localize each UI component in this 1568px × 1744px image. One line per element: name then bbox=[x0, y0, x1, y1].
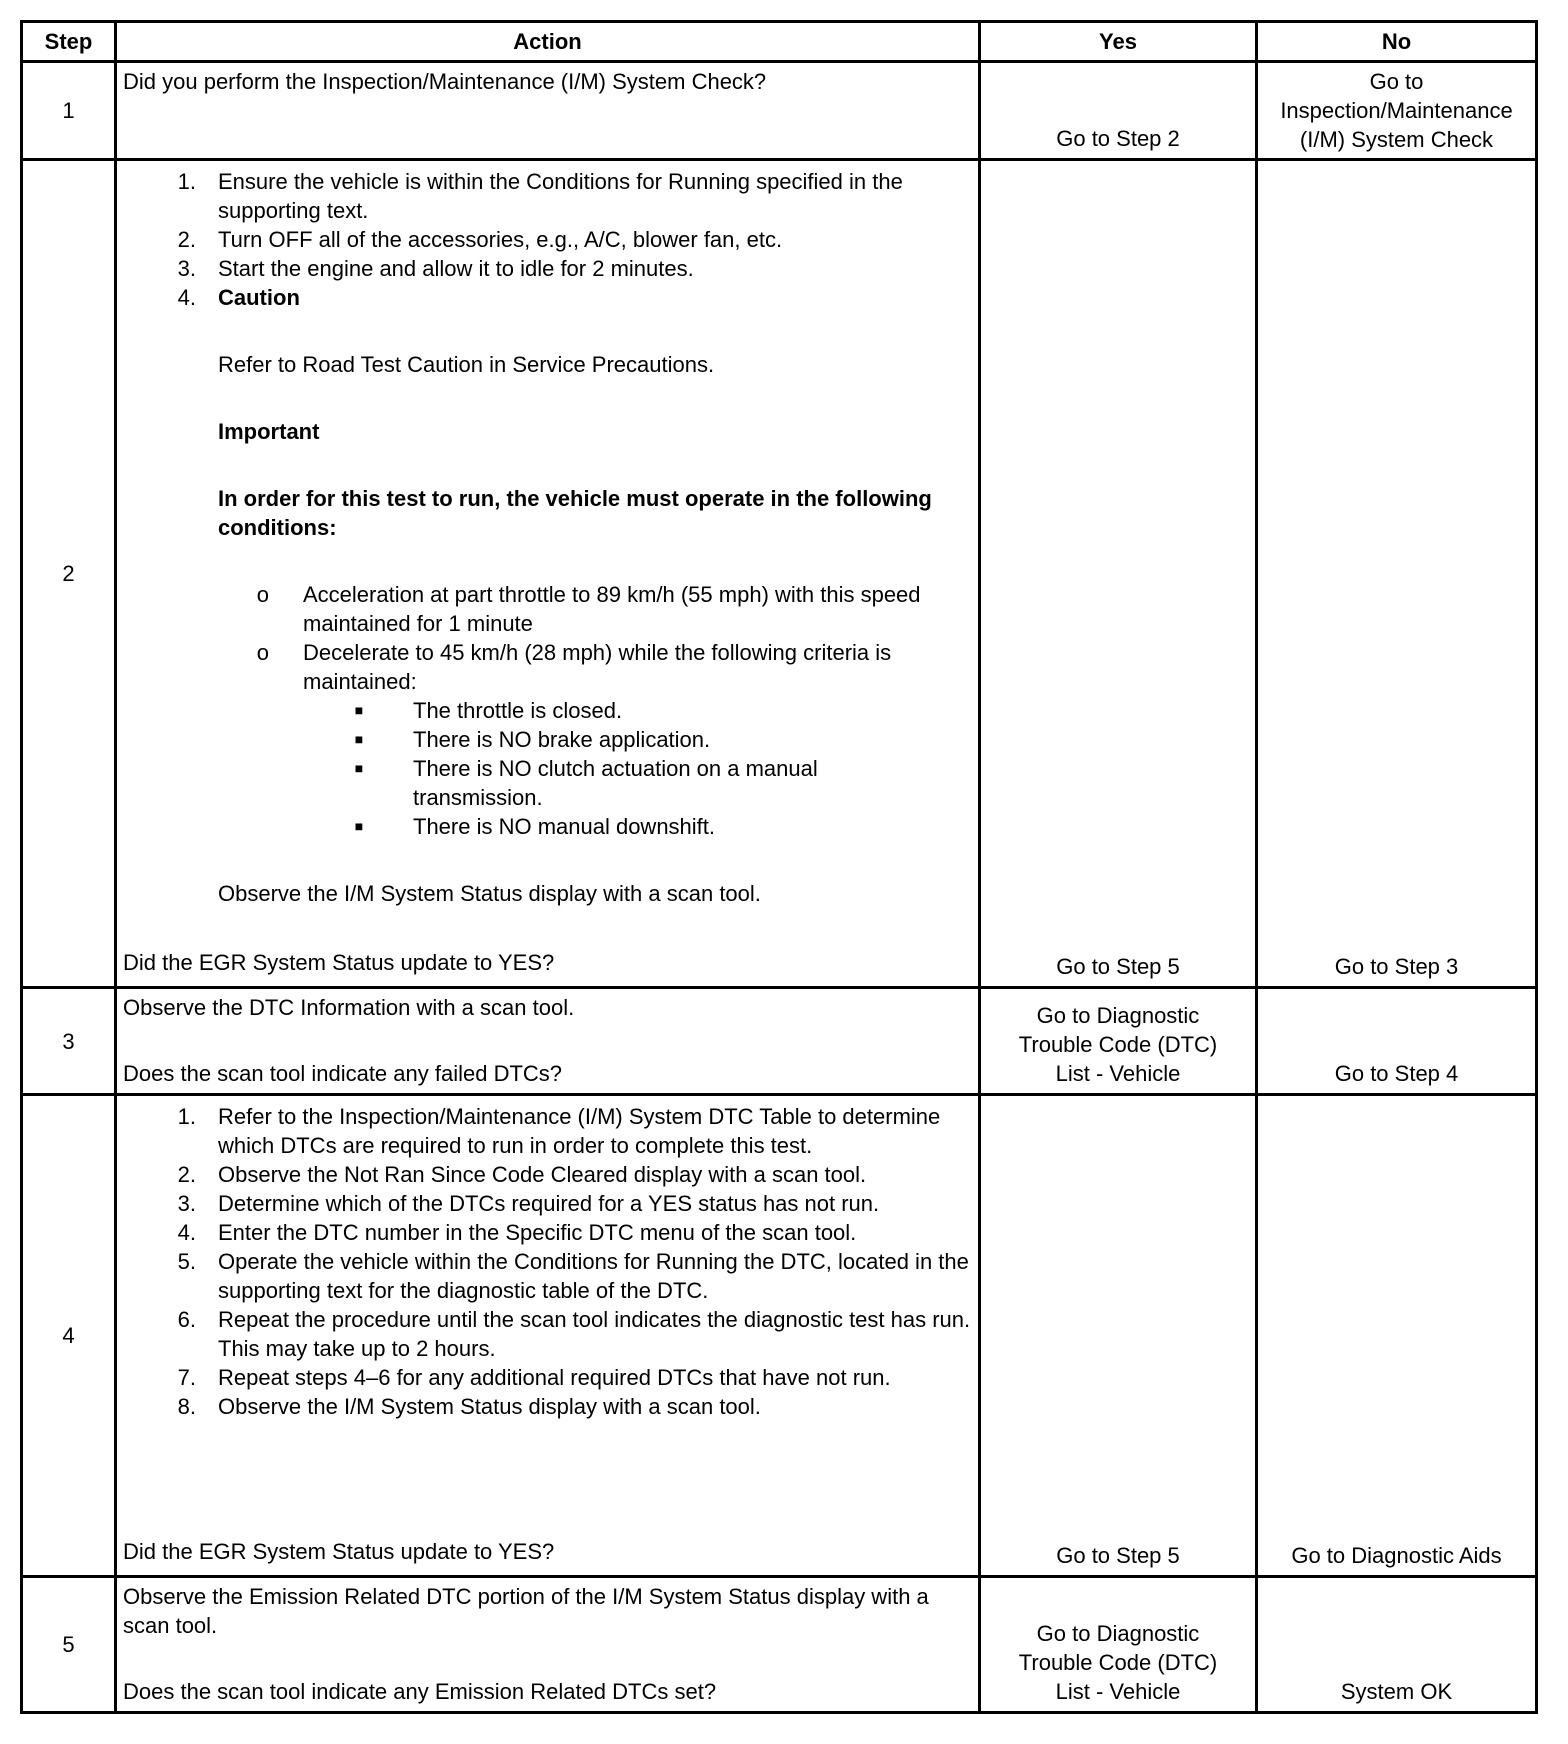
action-cell bbox=[116, 1095, 980, 1577]
step-number: 5 bbox=[22, 1577, 116, 1713]
caution-text: Refer to Road Test Caution in Service Precautions. bbox=[218, 352, 715, 377]
action-question: Did the EGR System Status update to YES? bbox=[123, 950, 555, 975]
diagnostic-table bbox=[20, 20, 1538, 1714]
list-item: 4. Enter the DTC number in the Specific DTC menu of the scan tool. bbox=[177, 1220, 857, 1245]
procedure-list bbox=[123, 1102, 972, 1421]
list-item: ■ The throttle is closed. bbox=[354, 698, 623, 723]
action-question: Did you perform the Inspection/Maintenance (I/M) System Check? bbox=[123, 69, 767, 94]
no-cell bbox=[1257, 988, 1537, 1095]
no-result[interactable]: Go to Step 3 bbox=[1334, 954, 1459, 979]
yes-cell bbox=[980, 1577, 1257, 1713]
action-question: Does the scan tool indicate any failed DTCs? bbox=[123, 1061, 563, 1086]
no-cell bbox=[1257, 1577, 1537, 1713]
list-item: 2. Turn OFF all of the accessories, e.g., A/C, blower fan, etc. bbox=[177, 227, 783, 252]
list-item: 5. Operate the vehicle within the Conditions for Running the DTC, located in the supporting text for the diagnostic table of the DTC. bbox=[177, 1249, 969, 1303]
list-item: 8. Observe the I/M System Status display with a scan tool. bbox=[177, 1394, 761, 1419]
important-text: In order for this test to run, the vehicle must operate in the following conditions: bbox=[218, 486, 932, 540]
header-step: Step bbox=[22, 22, 116, 62]
yes-result[interactable]: Go to Diagnostic Trouble Code (DTC) List - Vehicle bbox=[1018, 1621, 1218, 1704]
table-row bbox=[22, 62, 1537, 160]
observe-text: Observe the I/M System Status display with a scan tool. bbox=[218, 881, 761, 906]
important-label: Important bbox=[218, 419, 320, 444]
list-item: ■ There is NO clutch actuation on a manual transmission. bbox=[354, 756, 818, 810]
yes-cell bbox=[980, 1095, 1257, 1577]
list-item: 4. Caution bbox=[123, 283, 972, 312]
no-result[interactable]: Go to Step 4 bbox=[1334, 1061, 1459, 1086]
action-instruction: Observe the DTC Information with a scan tool. bbox=[123, 995, 575, 1020]
list-item: ■ There is NO manual downshift. bbox=[354, 814, 716, 839]
header-no: No bbox=[1257, 22, 1537, 62]
step-number: 4 bbox=[22, 1095, 116, 1577]
yes-cell bbox=[980, 160, 1257, 988]
action-cell bbox=[116, 1577, 980, 1713]
no-cell bbox=[1257, 160, 1537, 988]
list-item: 3. Start the engine and allow it to idle for 2 minutes. bbox=[177, 256, 694, 281]
table-row bbox=[22, 988, 1537, 1095]
list-item: o Acceleration at part throttle to 89 km/h (55 mph) with this speed maintained for 1 minute bbox=[256, 582, 921, 636]
list-item: 1. Ensure the vehicle is within the Conditions for Running specified in the supporting text. bbox=[177, 169, 903, 223]
list-item: 2. Observe the Not Ran Since Code Cleared display with a scan tool. bbox=[177, 1162, 867, 1187]
no-result[interactable]: System OK bbox=[1340, 1679, 1453, 1704]
list-item: ■ There is NO brake application. bbox=[354, 727, 711, 752]
header-action: Action bbox=[116, 22, 980, 62]
header-yes: Yes bbox=[980, 22, 1257, 62]
action-instruction: Observe the Emission Related DTC portion of the I/M System Status display with a scan tool. bbox=[123, 1584, 929, 1638]
step-number: 1 bbox=[22, 62, 116, 160]
action-question: Does the scan tool indicate any Emission Related DTCs set? bbox=[123, 1679, 717, 1704]
no-cell bbox=[1257, 62, 1537, 160]
yes-result[interactable]: Go to Step 2 bbox=[1056, 126, 1180, 151]
yes-result[interactable]: Go to Step 5 bbox=[1056, 1543, 1180, 1568]
list-item: 3. Determine which of the DTCs required for a YES status has not run. bbox=[177, 1191, 880, 1216]
list-item: o Decelerate to 45 km/h (28 mph) while the following criteria is maintained: bbox=[256, 640, 892, 694]
action-cell bbox=[116, 160, 980, 988]
step-number: 2 bbox=[22, 160, 116, 988]
conditions-list bbox=[123, 580, 972, 696]
procedure-list bbox=[123, 167, 972, 312]
criteria-list bbox=[123, 696, 972, 841]
list-item: 6. Repeat the procedure until the scan tool indicates the diagnostic test has run. This may take up to 2 hours. bbox=[177, 1307, 971, 1361]
table-row bbox=[22, 160, 1537, 988]
yes-cell bbox=[980, 62, 1257, 160]
step-number: 3 bbox=[22, 988, 116, 1095]
header-row bbox=[22, 22, 1537, 62]
table-row bbox=[22, 1577, 1537, 1713]
no-result[interactable]: Go to Diagnostic Aids bbox=[1291, 1543, 1502, 1568]
yes-result[interactable]: Go to Diagnostic Trouble Code (DTC) List - Vehicle bbox=[1018, 1003, 1218, 1086]
no-result[interactable]: Go to Inspection/Maintenance (I/M) System Check bbox=[1280, 69, 1513, 152]
list-item: 7. Repeat steps 4–6 for any additional required DTCs that have not run. bbox=[177, 1365, 891, 1390]
no-cell bbox=[1257, 1095, 1537, 1577]
action-cell bbox=[116, 62, 980, 160]
yes-cell bbox=[980, 988, 1257, 1095]
action-cell bbox=[116, 988, 980, 1095]
list-item: 1. Refer to the Inspection/Maintenance (I/M) System DTC Table to determine which DTCs are required to run in order to complete this test. bbox=[177, 1104, 941, 1158]
yes-result[interactable]: Go to Step 5 bbox=[1056, 954, 1180, 979]
table-row bbox=[22, 1095, 1537, 1577]
action-question: Did the EGR System Status update to YES? bbox=[123, 1539, 555, 1564]
caution-label: Caution bbox=[218, 285, 300, 310]
